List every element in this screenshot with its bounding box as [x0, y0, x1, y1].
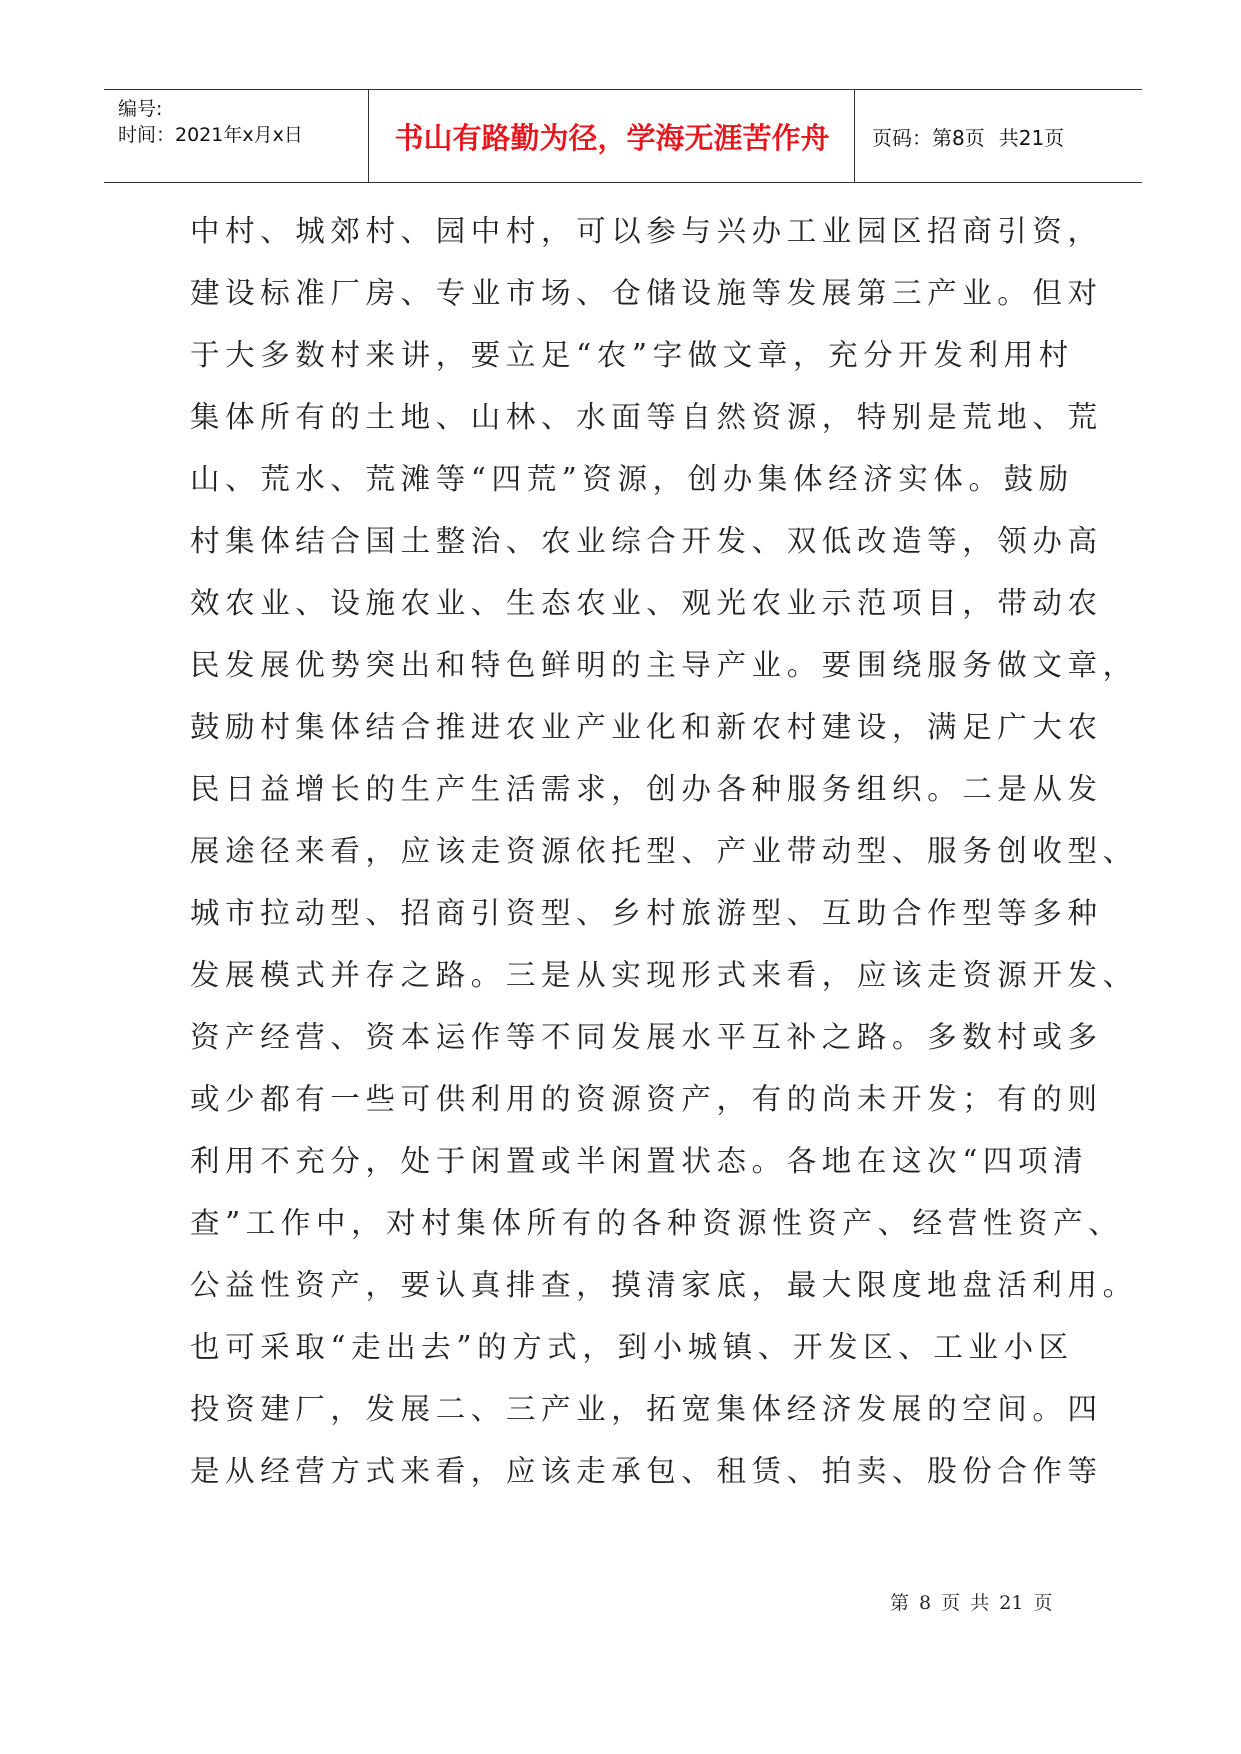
- header-page-total: 共21页: [998, 125, 1065, 150]
- body-line: 效农业、设施农业、生态农业、观光农业示范项目，带动农: [190, 586, 1103, 620]
- header-motto: 书山有路勤为径，学海无涯苦作舟: [394, 120, 830, 155]
- body-line: 是从经营方式来看，应该走承包、租赁、拍卖、股份合作等: [190, 1454, 1103, 1488]
- body-line: 也可采取“走出去”的方式，到小城镇、开发区、工业小区: [190, 1330, 1074, 1364]
- header-page-number: 页码：第8页: [872, 125, 985, 150]
- document-time-label: 时间：2021年x月x日: [118, 124, 303, 146]
- body-line: 公益性资产，要认真排查，摸清家底，最大限度地盘活利用。: [190, 1268, 1138, 1302]
- body-line: 集体所有的土地、山林、水面等自然资源，特别是荒地、荒: [190, 400, 1103, 434]
- body-line: 展途径来看，应该走资源依托型、产业带动型、服务创收型、: [190, 834, 1138, 868]
- body-line: 山、荒水、荒滩等“四荒”资源，创办集体经济实体。鼓励: [190, 462, 1074, 496]
- page-footer: 第 8 页 共 21 页: [890, 1592, 1053, 1614]
- body-line: 发展模式并存之路。三是从实现形式来看，应该走资源开发、: [190, 958, 1138, 992]
- body-line: 民日益增长的生产生活需求，创办各种服务组织。二是从发: [190, 772, 1103, 806]
- header-divider-left: [368, 90, 369, 182]
- body-line: 或少都有一些可供利用的资源资产，有的尚未开发；有的则: [190, 1082, 1103, 1116]
- body-line: 村集体结合国土整治、农业综合开发、双低改造等，领办高: [190, 524, 1103, 558]
- body-line: 投资建厂，发展二、三产业，拓宽集体经济发展的空间。四: [190, 1392, 1103, 1426]
- body-line: 民发展优势突出和特色鲜明的主导产业。要围绕服务做文章，: [190, 648, 1138, 682]
- document-header: [104, 89, 1142, 183]
- body-line: 查”工作中，对村集体所有的各种资源性资产、经营性资产、: [190, 1206, 1124, 1240]
- document-body: [190, 200, 1138, 1502]
- document-number-label: 编号:: [118, 98, 163, 120]
- body-line: 利用不充分，处于闲置或半闲置状态。各地在这次“四项清: [190, 1144, 1089, 1178]
- body-line: 中村、城郊村、园中村，可以参与兴办工业园区招商引资，: [190, 214, 1103, 248]
- header-meta: [118, 96, 303, 148]
- body-line: 建设标准厂房、专业市场、仓储设施等发展第三产业。但对: [190, 276, 1103, 310]
- body-line: 资产经营、资本运作等不同发展水平互补之路。多数村或多: [190, 1020, 1103, 1054]
- header-page-info: [872, 90, 1064, 182]
- body-line: 城市拉动型、招商引资型、乡村旅游型、互助合作型等多种: [190, 896, 1103, 930]
- header-divider-right: [854, 90, 855, 182]
- body-line: 鼓励村集体结合推进农业产业化和新农村建设，满足广大农: [190, 710, 1103, 744]
- body-line: 于大多数村来讲，要立足“农”字做文章，充分开发利用村: [190, 338, 1074, 372]
